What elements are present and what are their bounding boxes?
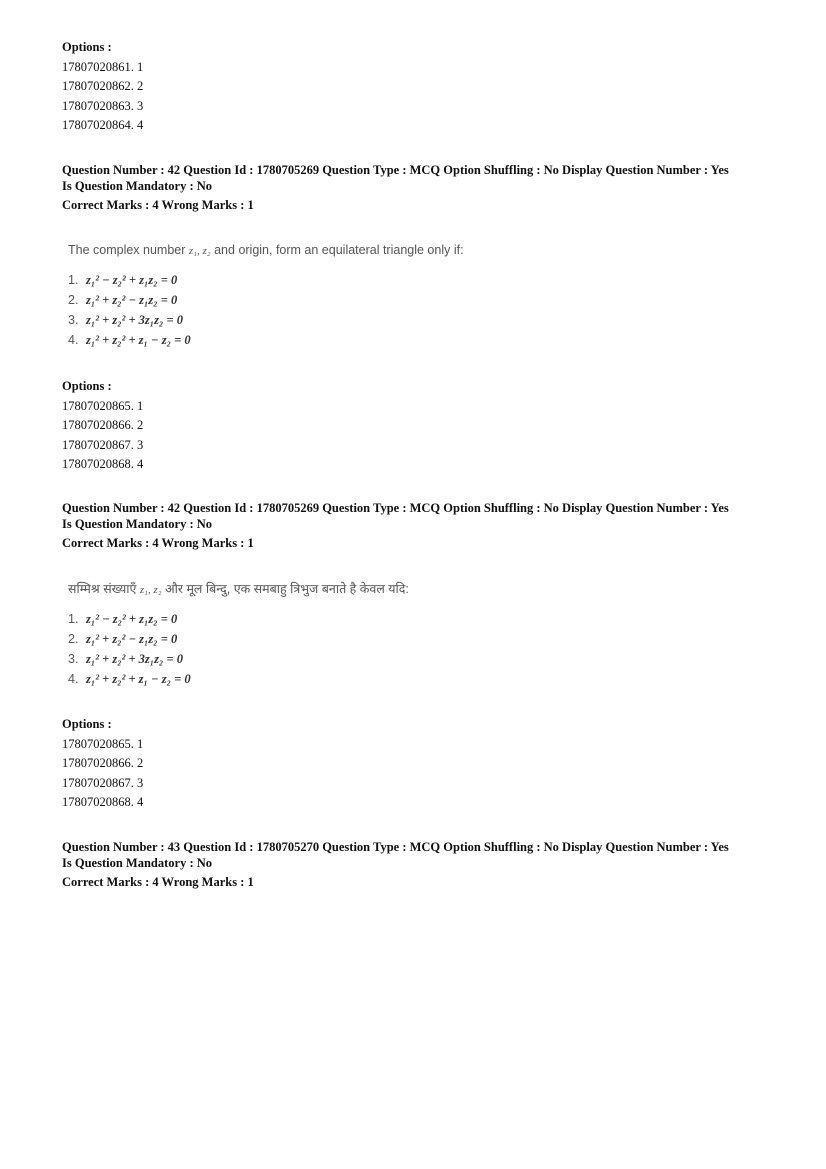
- choice-item: [68, 629, 508, 649]
- choice-equation: z₁² + z₂² + 3z₁z₂ = 0: [86, 313, 184, 327]
- question-meta-line: Question Number : 42 Question Id : 1780705269 Question Type : MCQ Option Shuffling : No Display Question Number : Yes: [62, 163, 729, 177]
- options-block-q42-hi: [62, 715, 782, 813]
- choice-item: [68, 669, 508, 689]
- option-item: 17807020865. 1: [62, 398, 144, 413]
- option-item: 17807020867. 3: [62, 775, 144, 790]
- choice-number: 1.: [68, 273, 79, 287]
- stem-variables: z₁, z₂: [139, 584, 162, 596]
- option-item: 17807020868. 4: [62, 457, 144, 471]
- question-meta-q42-en: [62, 162, 782, 213]
- stem-variables: z₁, z₂: [188, 245, 211, 257]
- choice-number: 2.: [68, 632, 79, 646]
- question-mandatory-line: Is Question Mandatory : No: [62, 517, 213, 531]
- choice-equation: z₁² + z₂² + 3z₁z₂ = 0: [86, 652, 184, 666]
- question-figure-hi: [68, 580, 508, 689]
- option-item: 17807020868. 4: [62, 795, 144, 809]
- option-item: 17807020865. 1: [62, 736, 144, 751]
- choice-item: [68, 609, 508, 629]
- choice-equation: z₁² + z₂² + z₁ − z₂ = 0: [86, 672, 191, 686]
- question-mandatory-line: Is Question Mandatory : No: [62, 179, 213, 193]
- option-item: 17807020867. 3: [62, 437, 144, 452]
- stem-text-pre: सम्मिश्र संख्याएँ: [68, 582, 137, 596]
- option-item: 17807020862. 2: [62, 79, 144, 93]
- choice-equation: z₁² − z₂² + z₁z₂ = 0: [86, 612, 178, 626]
- choice-number: 3.: [68, 652, 79, 666]
- options-label: Options :: [62, 40, 112, 54]
- choice-number: 4.: [68, 672, 79, 686]
- question-figure-en: [68, 241, 508, 350]
- option-item: 17807020861. 1: [62, 59, 144, 74]
- choice-number: 3.: [68, 313, 79, 327]
- option-item: 17807020864. 4: [62, 118, 144, 132]
- stem-text-pre: The complex number: [68, 243, 186, 257]
- choice-item: [68, 270, 508, 290]
- option-item: 17807020866. 2: [62, 756, 144, 770]
- question-meta-line: Question Number : 42 Question Id : 1780705269 Question Type : MCQ Option Shuffling : No Display Question Number : Yes: [62, 501, 729, 515]
- choice-equation: z₁² − z₂² + z₁z₂ = 0: [86, 273, 178, 287]
- options-block-q42-en: [62, 377, 782, 475]
- options-label: Options :: [62, 717, 112, 731]
- question-stem: [68, 580, 508, 599]
- choice-item: [68, 310, 508, 330]
- choice-number: 4.: [68, 333, 79, 347]
- question-stem: [68, 241, 508, 260]
- question-marks-line: Correct Marks : 4 Wrong Marks : 1: [62, 536, 254, 550]
- choice-equation: z₁² + z₂² + z₁ − z₂ = 0: [86, 333, 191, 347]
- question-mandatory-line: Is Question Mandatory : No: [62, 856, 213, 870]
- choice-equation: z₁² + z₂² − z₁z₂ = 0: [86, 632, 178, 646]
- question-meta-q42-hi: [62, 500, 782, 551]
- choice-list: [68, 609, 508, 689]
- options-block-previous: [62, 38, 782, 136]
- choice-item: [68, 330, 508, 350]
- choice-item: [68, 290, 508, 310]
- choice-item: [68, 649, 508, 669]
- choice-number: 1.: [68, 612, 79, 626]
- question-meta-line: Question Number : 43 Question Id : 1780705270 Question Type : MCQ Option Shuffling : No Display Question Number : Yes: [62, 840, 729, 854]
- options-label: Options :: [62, 379, 112, 393]
- choice-equation: z₁² + z₂² − z₁z₂ = 0: [86, 293, 178, 307]
- choice-list: [68, 270, 508, 350]
- option-item: 17807020866. 2: [62, 418, 144, 432]
- stem-text-post: और मूल बिन्दु, एक समबाहु त्रिभुज बनाते है केवल यदि:: [165, 582, 409, 596]
- question-marks-line: Correct Marks : 4 Wrong Marks : 1: [62, 198, 254, 212]
- question-meta-q43: [62, 839, 782, 890]
- stem-text-post: and origin, form an equilateral triangle only if:: [214, 243, 464, 257]
- question-marks-line: Correct Marks : 4 Wrong Marks : 1: [62, 875, 254, 889]
- choice-number: 2.: [68, 293, 79, 307]
- option-item: 17807020863. 3: [62, 98, 144, 113]
